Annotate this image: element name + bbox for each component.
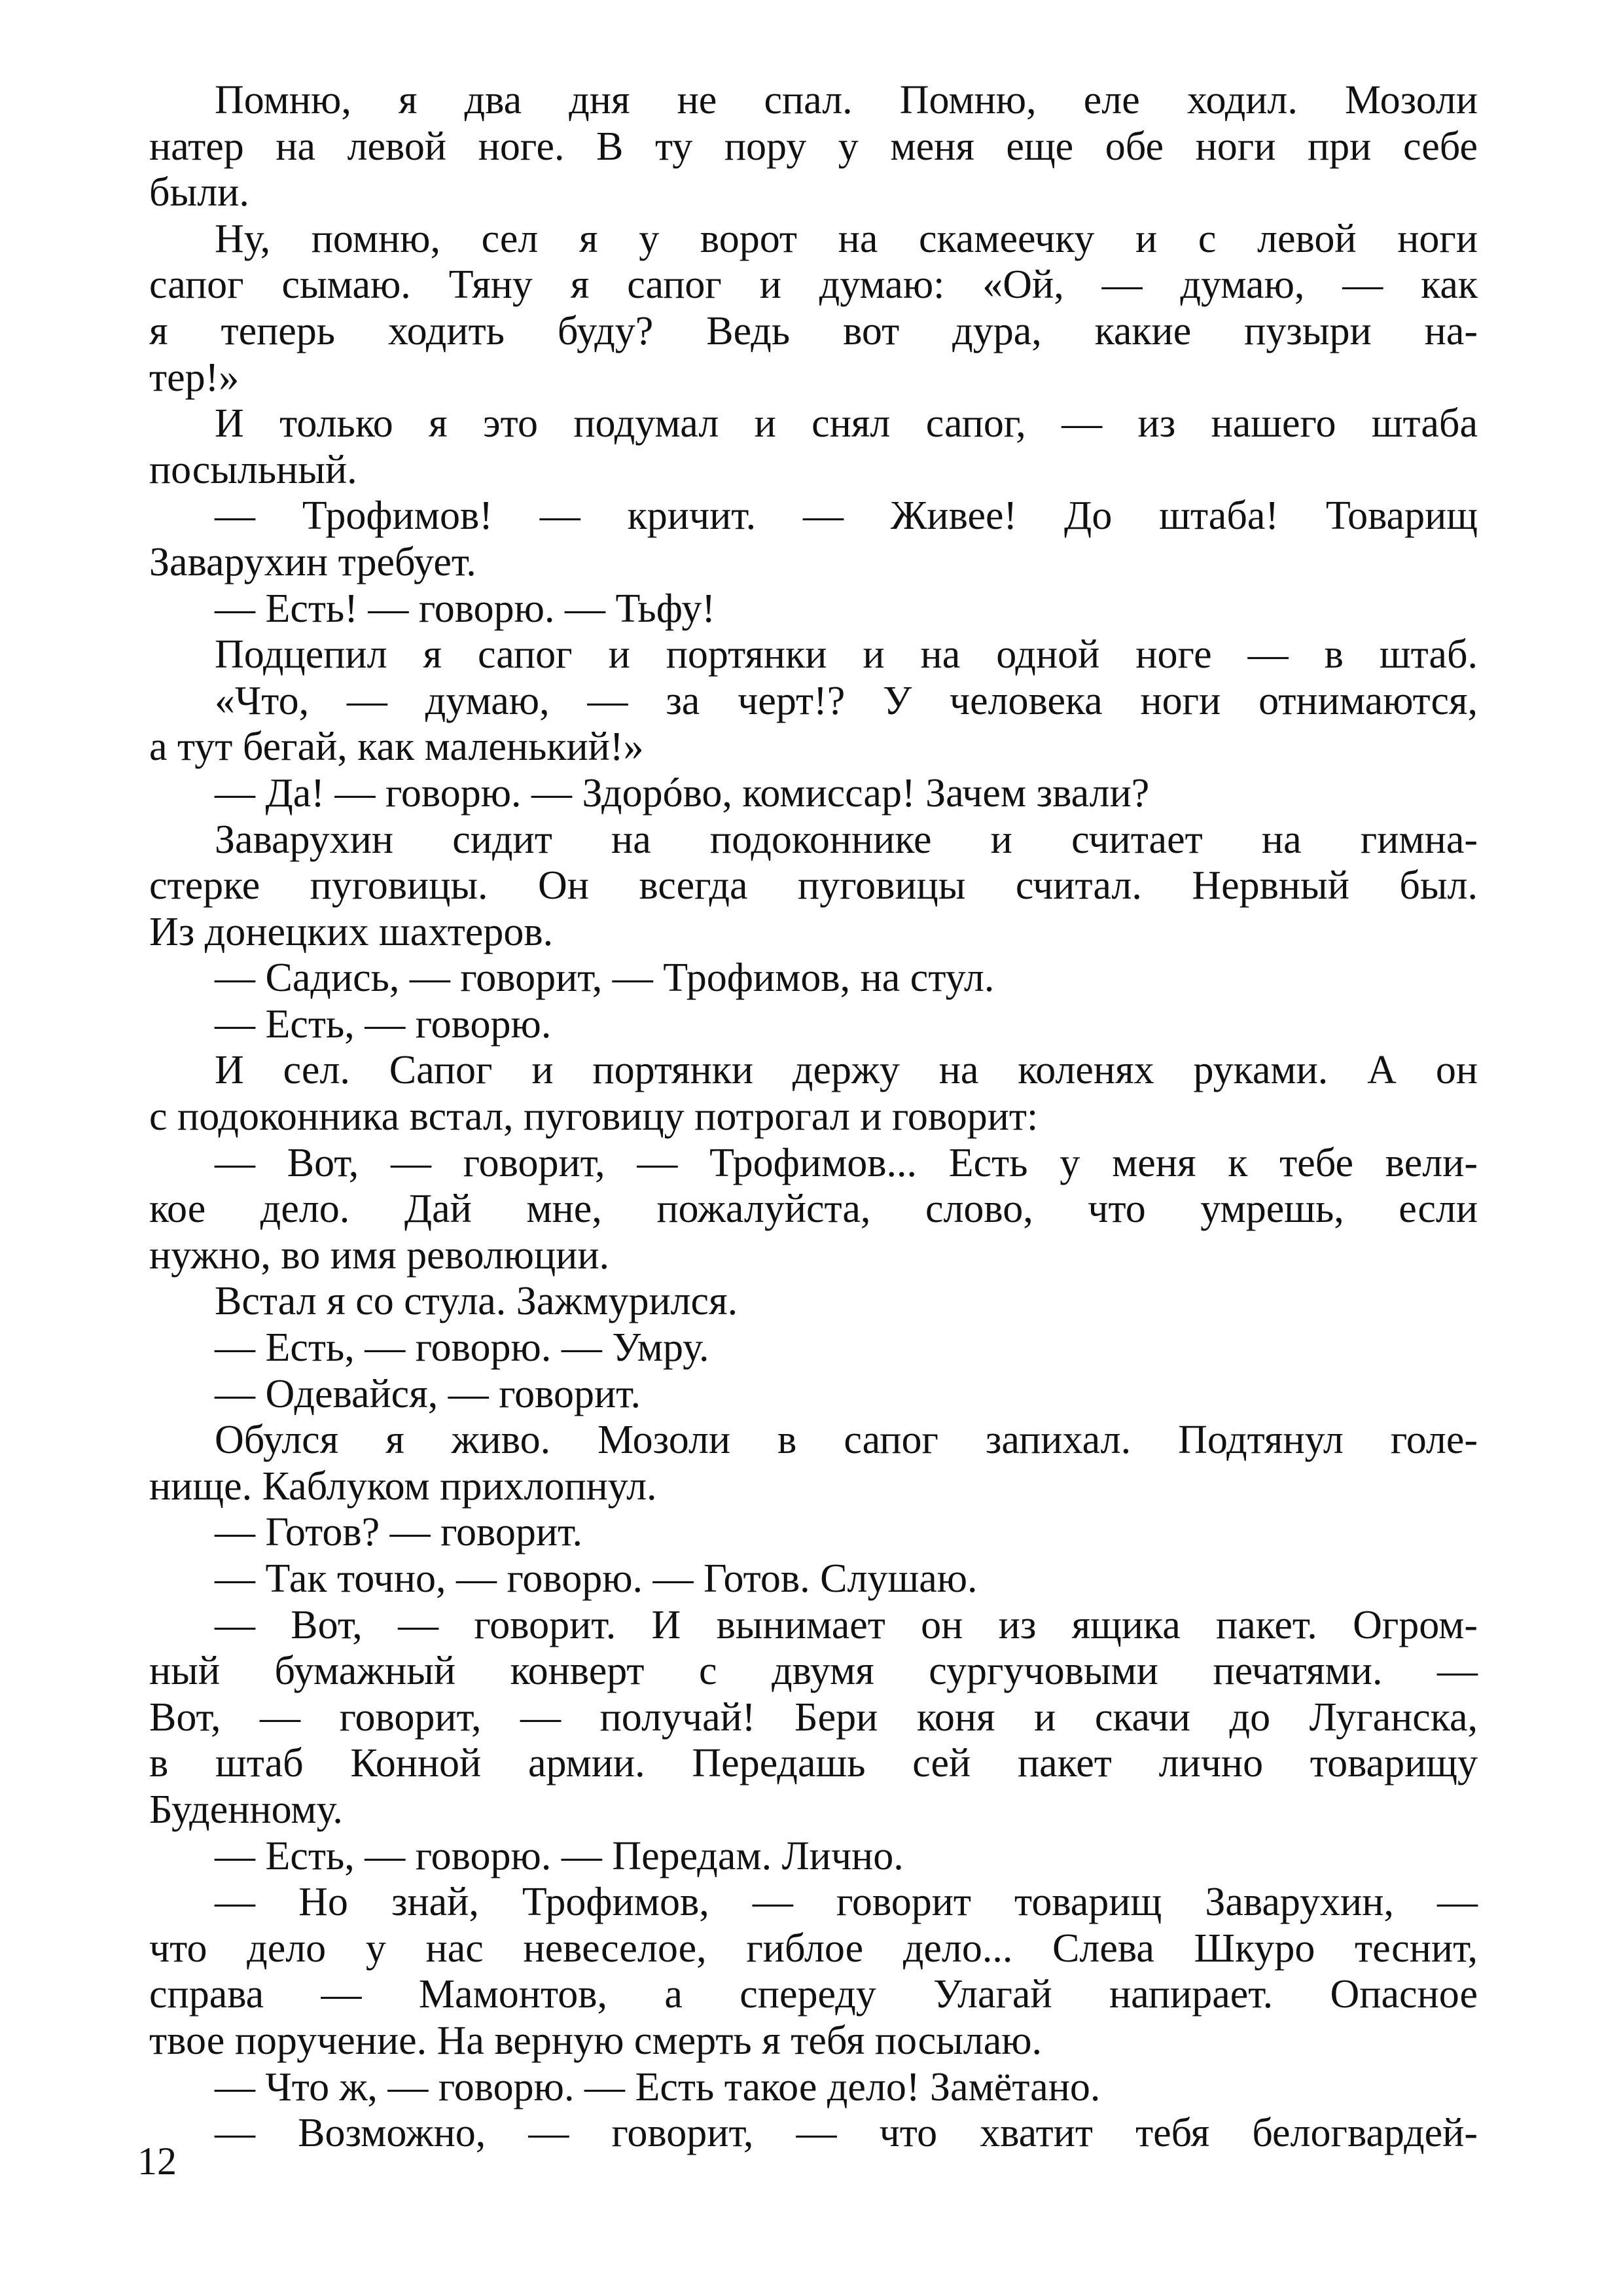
text-line: Подцепил я сапог и портянки и на одной ноге — в штаб.: [215, 632, 1478, 677]
text-line: Буденному.: [149, 1787, 343, 1832]
text-line: ный бумажный конверт с двумя сургучовыми печатями. —: [149, 1649, 1478, 1694]
text-line: Заварухин сидит на подоконнике и считает на гимна-: [215, 817, 1478, 862]
text-line: сапог сымаю. Тяну я сапог и думаю: «Ой, — думаю, — как: [149, 262, 1478, 308]
text-line: тер!»: [149, 355, 240, 400]
text-line: я теперь ходить буду? Ведь вот дура, какие пузыри на-: [149, 308, 1478, 353]
text-line: нище. Каблуком прихлопнул.: [149, 1463, 657, 1509]
text-line: — Есть, — говорю. — Передам. Лично.: [215, 1833, 904, 1878]
text-line: Обулся я живо. Мозоли в сапог запихал. Подтянул голе-: [215, 1418, 1478, 1463]
text-line: в штаб Конной армии. Передашь сей пакет лично товарищу: [149, 1741, 1478, 1786]
body-text: [149, 77, 1478, 2157]
text-line: справа — Мамонтов, а спереду Улагай напирает. Опасное: [149, 1972, 1478, 2017]
text-line: — Есть, — говорю. — Умру.: [215, 1325, 709, 1371]
text-line: — Вот, — говорит. И вынимает он из ящика пакет. Огром-: [215, 1602, 1478, 1647]
text-line: что дело у нас невеселое, гиблое дело... Слева Шкуро теснит,: [149, 1926, 1478, 1971]
text-line: Вот, — говорит, — получай! Бери коня и скачи до Луганска,: [149, 1695, 1478, 1740]
text-line: — Так точно, — говорю. — Готов. Слушаю.: [215, 1556, 978, 1601]
text-line: — Готов? — говорит.: [215, 1510, 582, 1555]
text-line: Из донецких шахтеров.: [149, 909, 554, 954]
text-line: стерке пуговицы. Он всегда пуговицы считал. Нервный был.: [149, 863, 1478, 908]
text-line: Встал я со стула. Зажмурился.: [215, 1279, 738, 1324]
text-line: — Что ж, — говорю. — Есть такое дело! Замётано.: [215, 2064, 1101, 2109]
text-line: а тут бегай, как маленький!»: [149, 725, 644, 770]
text-line: были.: [149, 170, 249, 215]
text-line: — Одевайся, — говорит.: [215, 1371, 641, 1416]
text-line: И только я это подумал и снял сапог, — из нашего штаба: [215, 401, 1478, 446]
text-line: «Что, — думаю, — за черт!? У человека ноги отнимаются,: [215, 678, 1478, 723]
text-line: — Есть! — говорю. — Тьфу!: [215, 586, 715, 631]
text-line: нужно, во имя революции.: [149, 1232, 610, 1278]
text-line: твое поручение. На верную смерть я тебя посылаю.: [149, 2018, 1043, 2063]
page-number: 12: [137, 2140, 177, 2183]
text-line: Заварухин требует.: [149, 539, 476, 584]
text-line: Помню, я два дня не спал. Помню, еле ходил. Мозоли: [215, 78, 1478, 122]
text-line: посыльный.: [149, 447, 357, 492]
text-line: с подоконника встал, пуговицу потрогал и говорит:: [149, 1094, 1039, 1139]
text-line: И сел. Сапог и портянки держу на коленях руками. А он: [215, 1048, 1478, 1093]
text-line: — Есть, — говорю.: [215, 1001, 552, 1047]
text-line: — Но знай, Трофимов, — говорит товарищ Заварухин, —: [215, 1880, 1478, 1925]
text-line: натер на левой ноге. В ту пору у меня еще обе ноги при себе: [149, 124, 1478, 169]
text-line: — Садись, — говорит, — Трофимов, на стул.: [215, 956, 995, 1001]
text-line: — Вот, — говорит, — Трофимов... Есть у меня к тебе вели-: [215, 1140, 1478, 1185]
text-line: Ну, помню, сел я у ворот на скамеечку и с левой ноги: [215, 216, 1478, 261]
text-line: — Да! — говорю. — Здорóво, комиссар! Зачем звали?: [215, 770, 1150, 816]
text-line: кое дело. Дай мне, пожалуйста, слово, что умрешь, если: [149, 1187, 1478, 1232]
text-line: — Трофимов! — кричит. — Живее! До штаба! Товарищ: [215, 493, 1478, 539]
text-line: — Возможно, — говорит, — что хватит тебя белогвардей-: [215, 2111, 1478, 2156]
